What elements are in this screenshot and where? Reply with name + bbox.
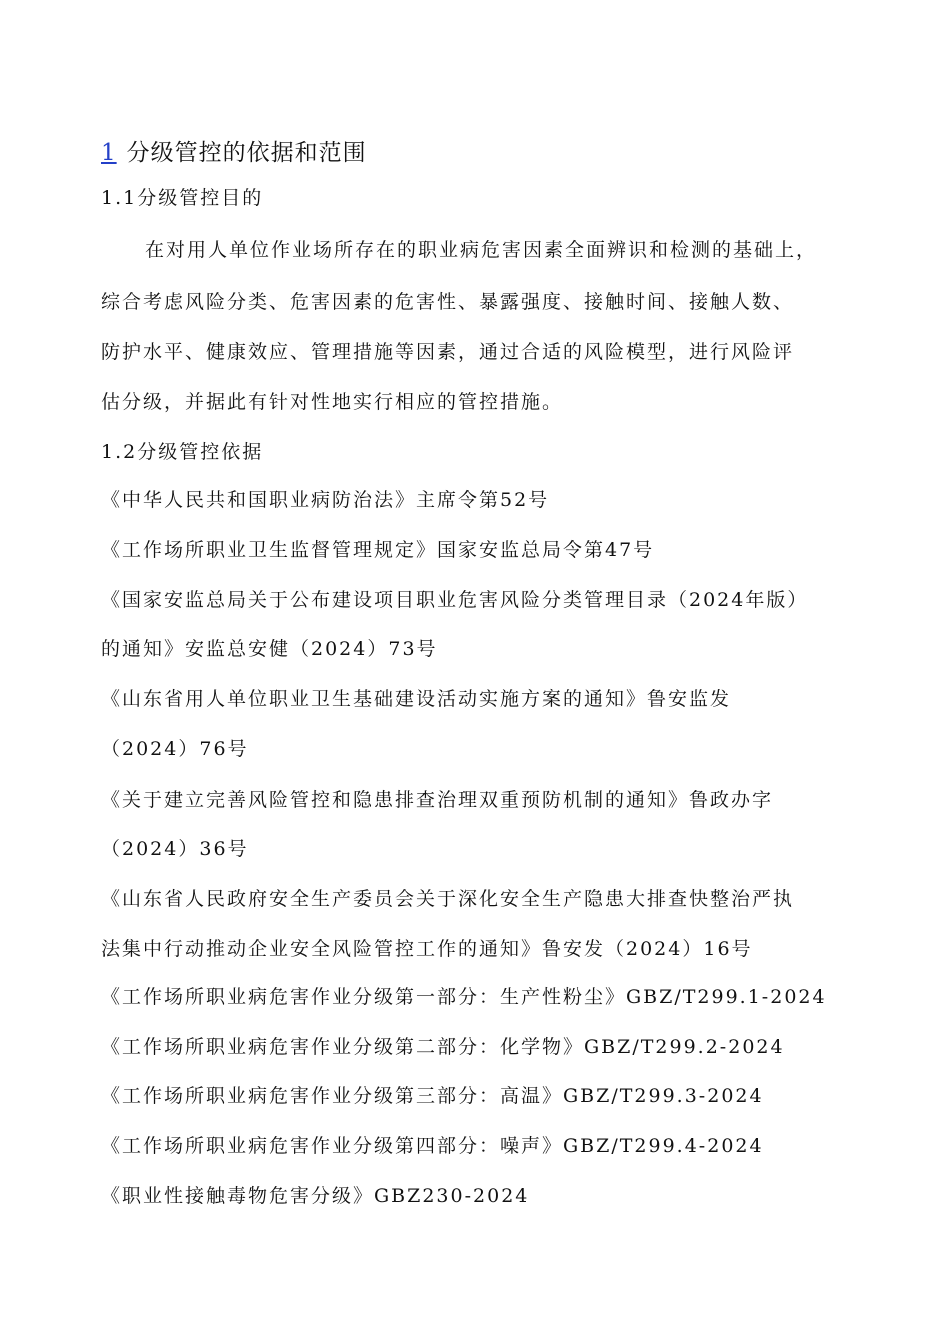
purpose-paragraph-line-1: 在对用人单位作业场所存在的职业病危害因素全面辨识和检测的基础上， [145, 239, 818, 261]
subsection-1-2-title: 1.2分级管控依据 [101, 441, 264, 463]
basis-list-item: 《工作场所职业病危害作业分级第四部分：噪声》GBZ/T299.4-2024 [101, 1135, 764, 1157]
basis-list-item: 《山东省人民政府安全生产委员会关于深化安全生产隐患大排查快整治严执 [101, 888, 795, 910]
purpose-paragraph-line-3: 防护水平、健康效应、管理措施等因素，通过合适的风险模型，进行风险评 [101, 341, 795, 363]
basis-list-item: 《山东省用人单位职业卫生基础建设活动实施方案的通知》鲁安监发 [101, 688, 732, 710]
section-number-link[interactable]: 1 [101, 140, 117, 166]
purpose-paragraph-line-4: 估分级，并据此有针对性地实行相应的管控措施。 [101, 391, 564, 413]
basis-list-item-continued: （2024）36号 [101, 838, 249, 860]
basis-list-item-continued: 的通知》安监总安健（2024）73号 [101, 638, 438, 660]
basis-list-item: 《国家安监总局关于公布建设项目职业危害风险分类管理目录（2024年版） [101, 589, 809, 611]
basis-list-item-continued: 法集中行动推动企业安全风险管控工作的通知》鲁安发（2024）16号 [101, 938, 753, 960]
section-title: 分级管控的依据和范围 [126, 140, 367, 166]
basis-list-item: 《关于建立完善风险管控和隐患排查治理双重预防机制的通知》鲁政办字 [101, 789, 774, 811]
basis-list-item: 《工作场所职业病危害作业分级第一部分：生产性粉尘》GBZ/T299.1-2024 [101, 986, 827, 1008]
basis-list-item: 《工作场所职业病危害作业分级第二部分：化学物》GBZ/T299.2-2024 [101, 1036, 785, 1058]
basis-list-item-continued: （2024）76号 [101, 738, 249, 760]
purpose-paragraph-line-2: 综合考虑风险分类、危害因素的危害性、暴露强度、接触时间、接触人数、 [101, 291, 795, 313]
basis-list-item: 《职业性接触毒物危害分级》GBZ230-2024 [101, 1185, 530, 1207]
basis-list-item: 《工作场所职业卫生监督管理规定》国家安监总局令第47号 [101, 539, 655, 561]
basis-list-item: 《工作场所职业病危害作业分级第三部分：高温》GBZ/T299.3-2024 [101, 1085, 764, 1107]
section-heading [101, 134, 367, 167]
basis-list-item: 《中华人民共和国职业病防治法》主席令第52号 [101, 489, 550, 511]
subsection-1-1-title: 1.1分级管控目的 [101, 187, 264, 209]
